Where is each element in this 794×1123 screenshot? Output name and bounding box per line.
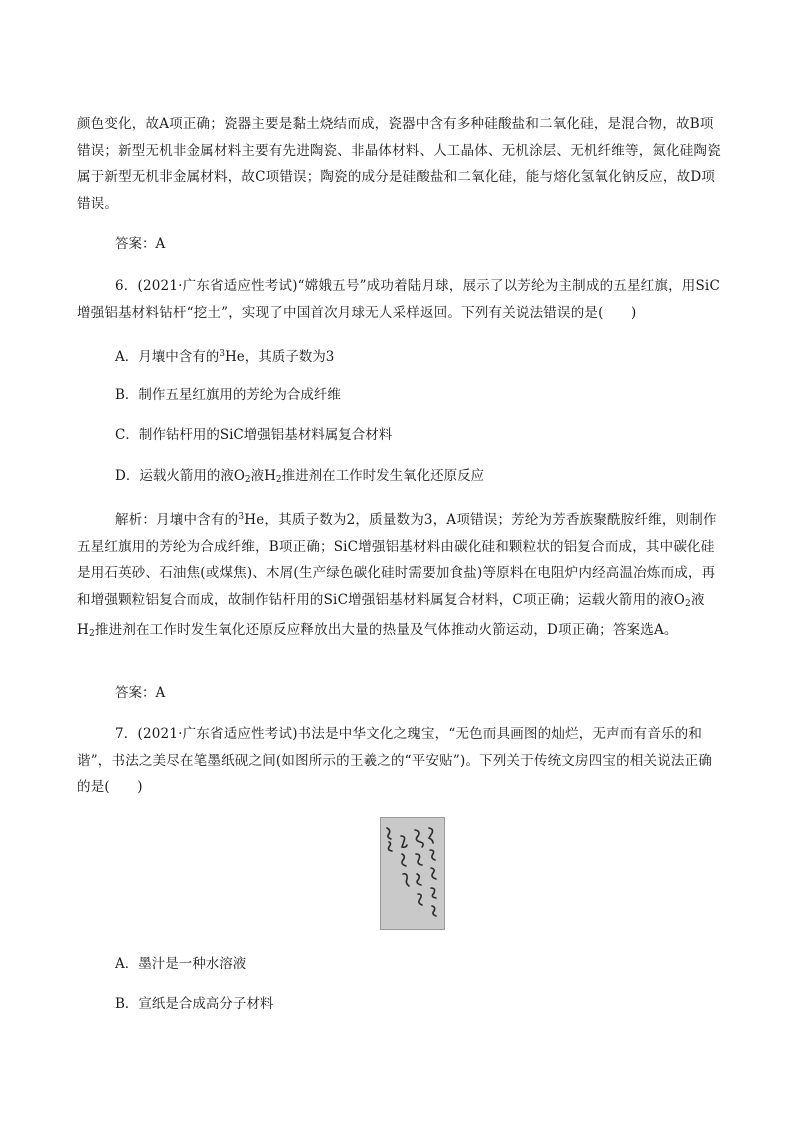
question-6-option-d: D．运载火箭用的液$O_2$液$H_2$推进剂在工作时发生氧化还原反应 <box>115 468 485 485</box>
calligraphy-strokes <box>381 818 444 929</box>
question-7-stem: 7．(2021·广东省适应性考试)书法是中华文化之瑰宝，“无色而具画图的灿烂，无声而有音乐的和谐”，书法之美尽在笔墨纸砚之间(如图所示的王羲之的“平安贴”)。下列关于传统文房四宝的相关说法正确的是( ) <box>77 726 713 795</box>
question-7-option-b: B．宣纸是合成高分子材料 <box>115 996 274 1012</box>
answer-6: 答案：A <box>115 685 166 701</box>
question-6-option-b: B．制作五星红旗用的芳纶为合成纤维 <box>115 387 341 403</box>
answer-5: 答案：A <box>115 236 166 252</box>
analysis-5-continuation: 颜色变化，故A项正确；瓷器主要是黏土烧结而成，瓷器中含有多种硅酸盐和二氧化硅，是混合物，故B项错误；新型无机非金属材料主要有先进陶瓷、非晶体材料、人工晶体、无机涂层、无机纤维等，氮化硅陶瓷属于新型无机非金属材料，故C项错误；陶瓷的成分是硅酸盐和二氧化硅，能与熔化氢氧化钠反应，故D项错误。 <box>77 116 721 212</box>
question-7-option-a: A．墨汁是一种水溶液 <box>115 956 247 972</box>
question-6-stem: 6．(2021·广东省适应性考试)“嫦娥五号”成功着陆月球，展示了以芳纶为主制成的五星红旗，用SiC增强铝基材料钻杆“挖土”，实现了中国首次月球无人采样返回。下列有关说法错误的是( ) <box>77 278 720 321</box>
calligraphy-image <box>380 817 445 930</box>
question-6-analysis: 解析：月壤中含有的$^3$He，其质子数为2，质量数为3，A项错误；芳纶为芳香族聚酰胺纤维，则制作五星红旗用的芳纶为合成纤维，B项正确；SiC增强铝基材料由碳化硅和颗粒状的铝复合而成，其中碳化硅是用石英砂、石油焦(或煤焦)、木屑(生产绿色碳化硅时需要加食盐)等原料在电阻炉内经高温冶炼而成，再和增强颗粒铝复合而成，故制作钻杆用的SiC增强铝基材料属复合材料，C项正确；运载火箭用的液$O_2$液$H_2$推进剂在工作时发生氧化还原反应释放出大量的热量及气体推动火箭运动，D项正确；答案选A。 <box>77 512 717 639</box>
question-6-option-a: A．月壤中含有的$^3$He，其质子数为3 <box>115 349 335 365</box>
question-6-option-c: C．制作钻杆用的SiC增强铝基材料属复合材料 <box>115 427 393 443</box>
